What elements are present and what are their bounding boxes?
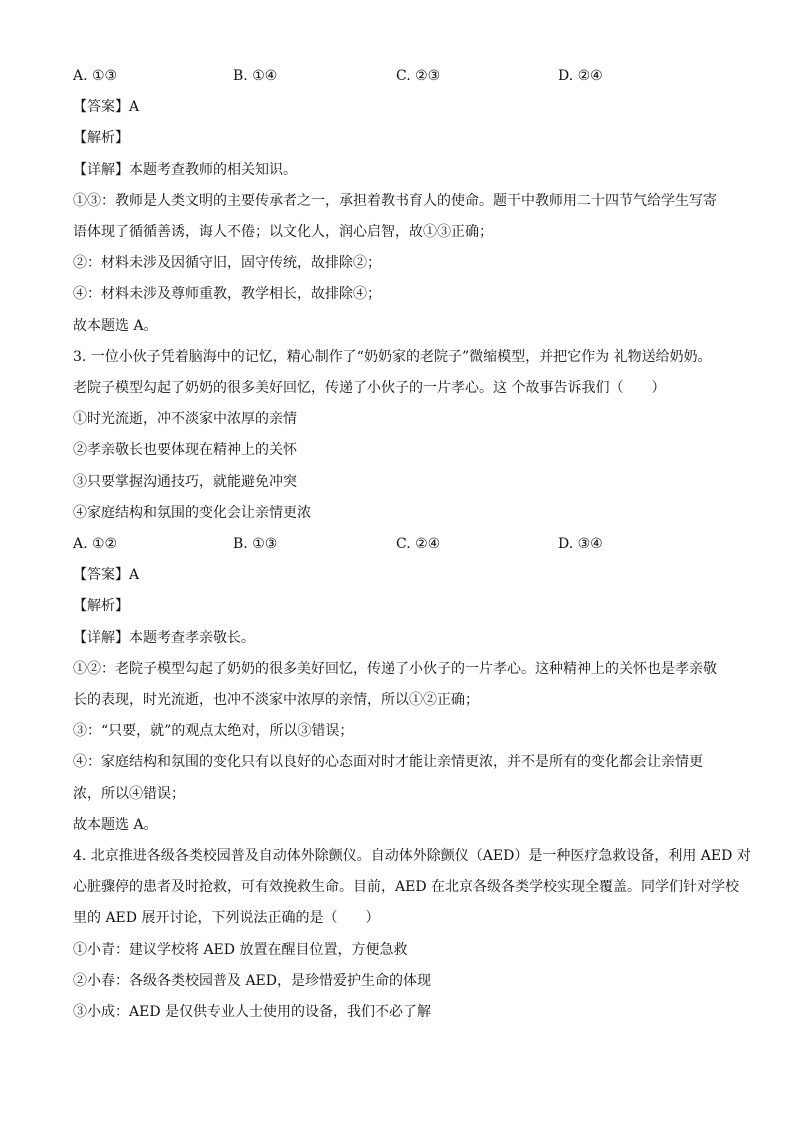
text-line: 浓，所以④错误； — [73, 785, 185, 802]
text-line: 3. 一位小伙子凭着脑海中的记忆，精心制作了“奶奶家的老院子”微缩模型，并把它作为 礼物送给奶奶。 — [73, 348, 712, 365]
text-line: 长的表现，时光流逝，也冲不淡家中浓厚的亲情，所以①②正确； — [73, 692, 479, 708]
option-item: A. ①③ — [73, 68, 118, 84]
text-line: 【答案】A — [73, 567, 140, 584]
option-item: D. ③④ — [558, 536, 603, 552]
option-item: B. ①③ — [233, 536, 278, 552]
text-line: 语体现了循循善诱，诲人不倦；以文化人，润心启智，故①③正确； — [73, 224, 493, 240]
text-line: ②孝亲敬长也要体现在精神上的关怀 — [73, 442, 297, 459]
text-line: ③：“只要，就”的观点太绝对，所以③错误； — [73, 723, 354, 740]
text-line: 里的 AED 展开讨论，下列说法正确的是（ ） — [73, 910, 380, 927]
option-item: B. ①④ — [233, 68, 278, 84]
text-line: ③只要掌握沟通技巧，就能避免冲突 — [73, 473, 297, 490]
text-line: ①②：老院子模型勾起了奶奶的很多美好回忆，传递了小伙子的一片孝心。这种精神上的关怀也是孝亲敬 — [73, 660, 717, 677]
text-line: ①小青：建议学校将 AED 放置在醒目位置，方便急救 — [73, 941, 408, 958]
text-line: ④：家庭结构和氛围的变化只有以良好的心态面对时才能让亲情更浓，并不是所有的变化都会让亲情更 — [73, 754, 703, 771]
text-line: ②小春：各级各类校园普及 AED，是珍惜爱护生命的体现 — [73, 972, 432, 989]
text-line: 故本题选 A。 — [73, 317, 158, 334]
text-line: 心脏骤停的患者及时抢救，可有效挽救生命。目前，AED 在北京各级各类学校实现全覆盖。同学们针对学校 — [73, 879, 740, 896]
text-line: 【详解】本题考查教师的相关知识。 — [73, 161, 297, 178]
text-line: ④：材料未涉及尊师重教，教学相长，故排除④； — [73, 286, 381, 303]
text-line: ④家庭结构和氛围的变化会让亲情更浓 — [73, 504, 311, 521]
text-line: ①③：教师是人类文明的主要传承者之一，承担着教书育人的使命。题干中教师用二十四节气给学生写寄 — [73, 192, 717, 209]
text-line: ①时光流逝，冲不淡家中浓厚的亲情 — [73, 411, 297, 428]
option-item: C. ②④ — [396, 536, 441, 552]
text-line: 【解析】 — [73, 598, 129, 615]
text-line: 老院子模型勾起了奶奶的很多美好回忆，传递了小伙子的一片孝心。这 个故事告诉我们（ ） — [73, 380, 666, 396]
text-line: ②：材料未涉及因循守旧，固守传统，故排除②； — [73, 255, 381, 272]
text-line: 【解析】 — [73, 130, 129, 147]
text-line: ③小成：AED 是仅供专业人士使用的设备，我们不必了解 — [73, 1004, 432, 1020]
text-line: 故本题选 A。 — [73, 816, 158, 833]
option-item: C. ②③ — [396, 68, 441, 84]
option-item: D. ②④ — [558, 68, 603, 84]
text-line: 【详解】本题考查孝亲敬长。 — [73, 629, 255, 646]
text-line: 4. 北京推进各级各类校园普及自动体外除颤仪。自动体外除颤仪（AED）是一种医疗急救设备，利用 AED 对 — [73, 848, 751, 864]
option-item: A. ①② — [73, 536, 118, 552]
text-line: 【答案】A — [73, 99, 140, 116]
